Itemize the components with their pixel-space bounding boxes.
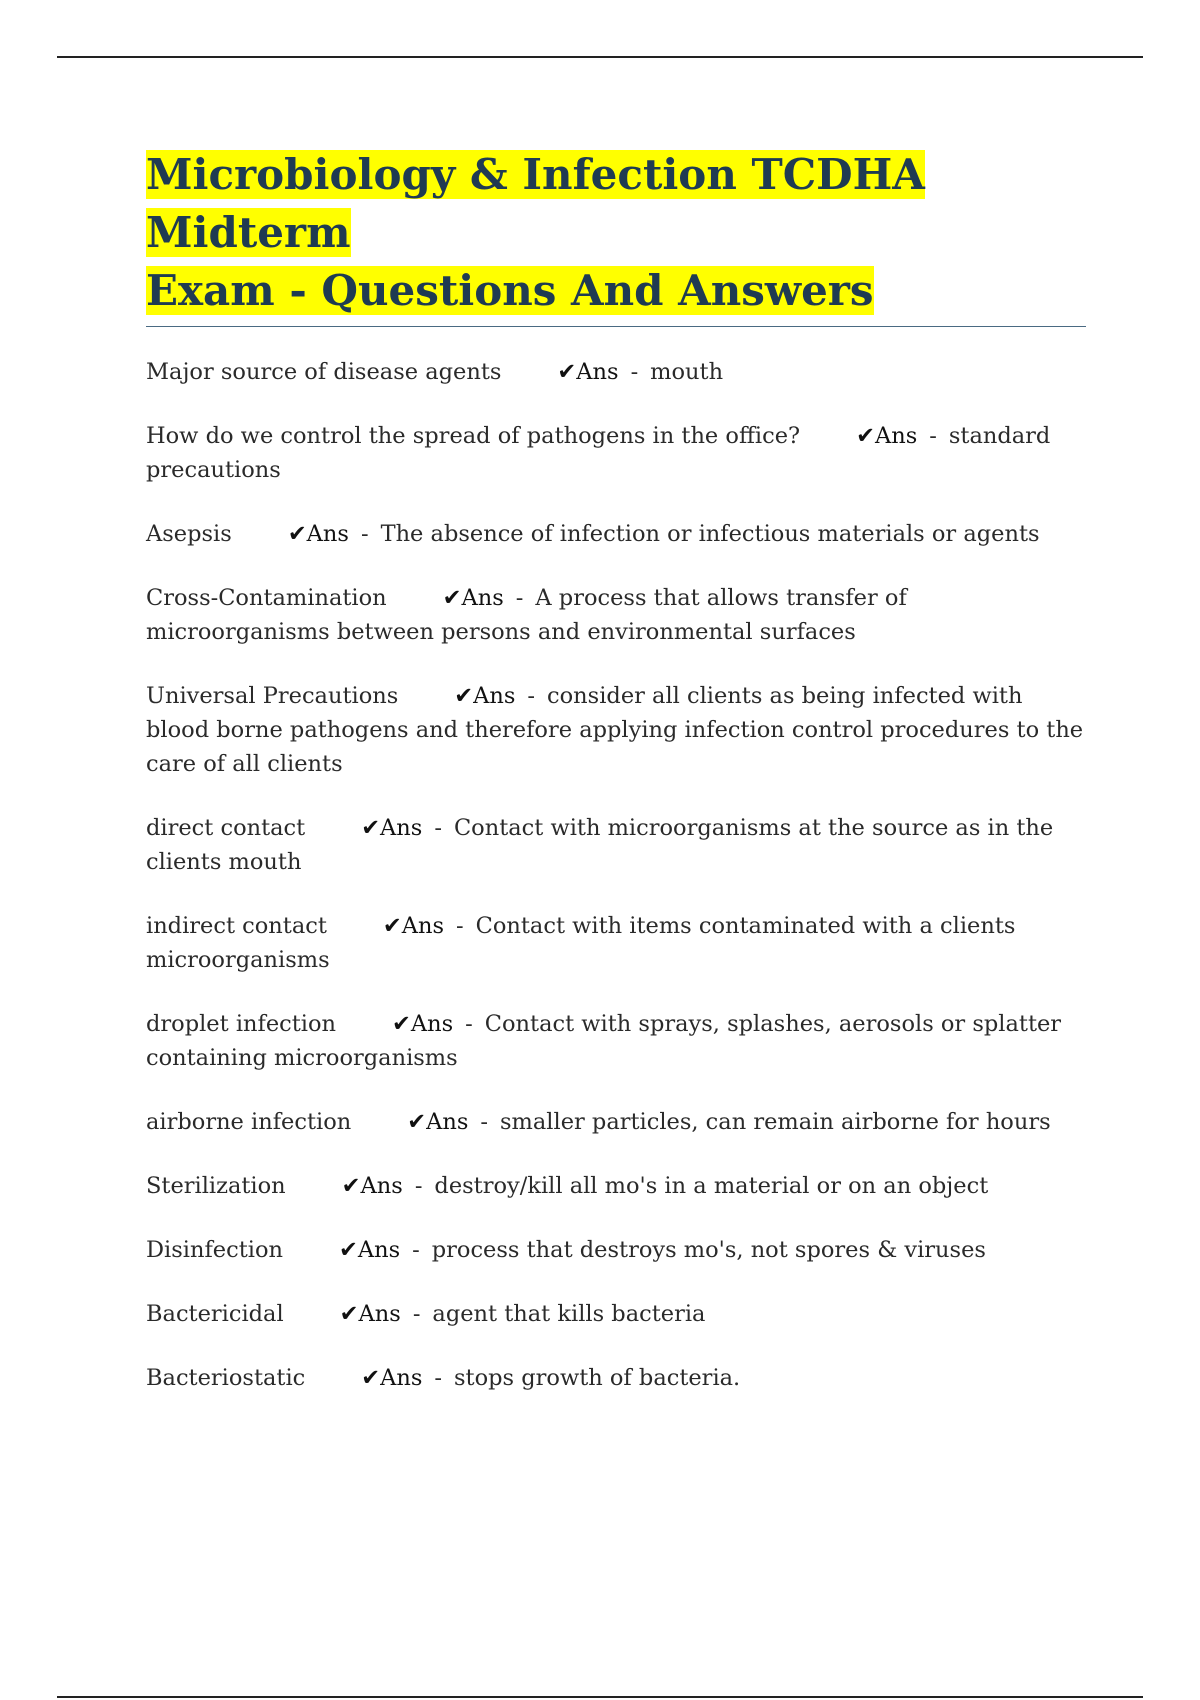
qa-item bbox=[146, 1169, 1086, 1203]
qa-item bbox=[146, 811, 1086, 879]
answer-separator: - bbox=[929, 423, 937, 449]
qa-item bbox=[146, 355, 1086, 389]
answer-text: Contact with sprays, splashes, aerosols or splatter containing microorganisms bbox=[146, 1011, 1062, 1071]
check-ans-marker: ✔Ans bbox=[557, 359, 619, 385]
answer-text: stops growth of bacteria. bbox=[454, 1365, 741, 1391]
qa-item bbox=[146, 909, 1086, 977]
answer-text: Contact with microorganisms at the source as in the clients mouth bbox=[146, 815, 1054, 875]
answer-separator: - bbox=[412, 1237, 420, 1263]
answer-separator: - bbox=[360, 521, 369, 547]
answer-text: consider all clients as being infected with blood borne pathogens and therefore applying infection control procedures to the care of all clients bbox=[146, 683, 1084, 777]
check-ans-marker: ✔Ans bbox=[339, 1237, 401, 1263]
question-text: Major source of disease agents bbox=[146, 359, 502, 385]
qa-list bbox=[146, 355, 1086, 1395]
check-ans-marker: ✔Ans bbox=[856, 423, 918, 449]
qa-item bbox=[146, 679, 1086, 781]
question-text: Bacteriostatic bbox=[146, 1365, 306, 1391]
title-line-1: Microbiology & Infection TCDHA Midterm bbox=[146, 150, 925, 257]
answer-text: A process that allows transfer of microorganisms between persons and environmental surfaces bbox=[146, 585, 907, 645]
question-text: indirect contact bbox=[146, 913, 327, 939]
question-text: airborne infection bbox=[146, 1109, 352, 1135]
answer-separator: - bbox=[465, 1011, 473, 1037]
qa-item bbox=[146, 1297, 1086, 1331]
answer-text: mouth bbox=[650, 359, 724, 385]
check-ans-marker: ✔Ans bbox=[382, 913, 445, 939]
answer-text: process that destroys mo's, not spores & viruses bbox=[431, 1237, 986, 1263]
answer-text: The absence of infection or infectious materials or agents bbox=[380, 521, 1040, 547]
check-ans-marker: ✔Ans bbox=[287, 521, 349, 547]
question-text: direct contact bbox=[146, 815, 306, 841]
top-rule bbox=[57, 56, 1143, 58]
check-ans-marker: ✔Ans bbox=[339, 1301, 401, 1327]
answer-text: agent that kills bacteria bbox=[432, 1301, 706, 1327]
qa-item bbox=[146, 1105, 1086, 1139]
qa-item bbox=[146, 1007, 1086, 1075]
answer-separator: - bbox=[434, 815, 442, 841]
qa-item bbox=[146, 517, 1086, 551]
answer-separator: - bbox=[412, 1301, 421, 1327]
page-title bbox=[146, 146, 1086, 320]
answer-text: standard precautions bbox=[146, 423, 1051, 483]
answer-text: smaller particles, can remain airborne for hours bbox=[500, 1109, 1051, 1135]
answer-separator: - bbox=[414, 1173, 423, 1199]
qa-item bbox=[146, 1233, 1086, 1267]
check-ans-marker: ✔Ans bbox=[454, 683, 516, 709]
answer-separator: - bbox=[434, 1365, 442, 1391]
answer-text: destroy/kill all mo's in a material or on an object bbox=[434, 1173, 989, 1199]
check-ans-marker: ✔Ans bbox=[361, 815, 423, 841]
qa-item bbox=[146, 1361, 1086, 1395]
answer-separator: - bbox=[527, 683, 536, 709]
question-text: Sterilization bbox=[146, 1173, 286, 1199]
check-ans-marker: ✔Ans bbox=[392, 1011, 454, 1037]
qa-item bbox=[146, 419, 1086, 487]
question-text: Asepsis bbox=[146, 521, 232, 547]
bottom-rule bbox=[57, 1696, 1143, 1698]
question-text: Cross-Contamination bbox=[146, 585, 387, 611]
check-ans-marker: ✔Ans bbox=[361, 1365, 423, 1391]
document-body bbox=[146, 146, 1086, 1425]
question-text: Disinfection bbox=[146, 1237, 283, 1263]
title-line-2: Exam - Questions And Answers bbox=[146, 266, 874, 315]
question-text: droplet infection bbox=[146, 1011, 337, 1037]
check-ans-marker: ✔Ans bbox=[407, 1109, 469, 1135]
qa-item bbox=[146, 581, 1086, 649]
answer-separator: - bbox=[630, 359, 639, 385]
check-ans-marker: ✔Ans bbox=[341, 1173, 403, 1199]
check-ans-marker: ✔Ans bbox=[442, 585, 504, 611]
title-block bbox=[146, 146, 1086, 327]
answer-separator: - bbox=[515, 585, 524, 611]
answer-text: Contact with items contaminated with a clients microorganisms bbox=[146, 913, 1016, 973]
answer-separator: - bbox=[456, 913, 464, 939]
question-text: Bactericidal bbox=[146, 1301, 284, 1327]
question-text: Universal Precautions bbox=[146, 683, 399, 709]
question-text: How do we control the spread of pathogens in the office? bbox=[146, 423, 801, 449]
answer-separator: - bbox=[480, 1109, 488, 1135]
